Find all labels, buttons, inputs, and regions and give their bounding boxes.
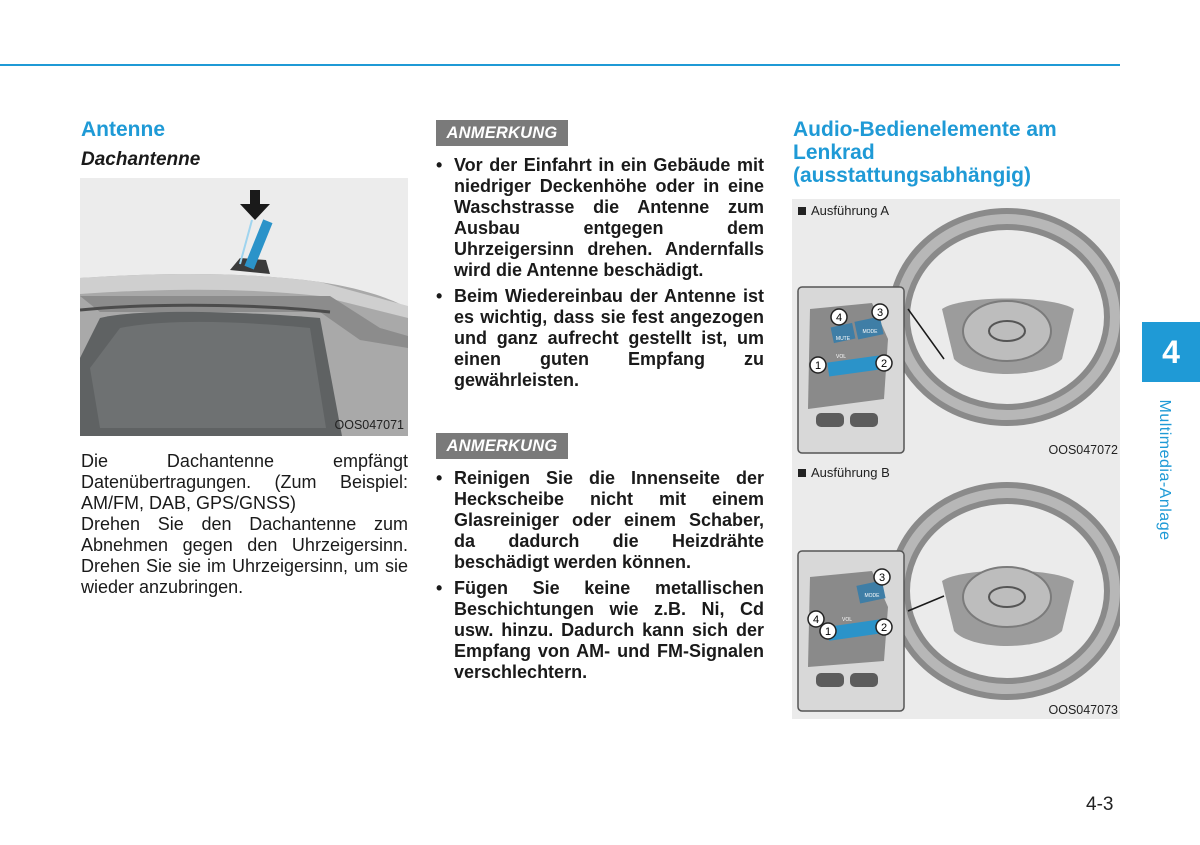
note-badge-2: ANMERKUNG [436, 433, 568, 459]
vol-label-b: VOL [842, 617, 853, 623]
note-badge-1: ANMERKUNG [436, 120, 568, 146]
callout-3-b: 3 [878, 572, 886, 584]
note-2-bullet-1: • Reinigen Sie die Innenseite der Heckscheibe nicht mit einem Glasreiniger oder einem Schaber, da dadurch die Heizdrähte beschädigt werden können. [436, 468, 764, 573]
note-1-bullet-1: • Vor der Einfahrt in ein Gebäude mit niedriger Deckenhöhe oder in eine Waschstrasse die Antenne zum Ausbau entgegen dem Uhrzeigersinn drehen. Andernfalls wird die Antenne beschädigt. [436, 155, 764, 281]
callout-3-a: 3 [876, 307, 884, 319]
header-rule [0, 64, 1120, 66]
antenna-paragraph-2: Drehen Sie den Dachantenne zum Abnehmen gegen den Uhrzeigersinn. Drehen Sie sie im Uhrzeigersinn, um sie wieder anzubringen. [81, 514, 408, 597]
variant-b-label [798, 465, 890, 480]
mode-label-a: MODE [862, 329, 878, 335]
note-1-bullet-2: • Beim Wiedereinbau der Antenne ist es wichtig, dass sie fest angezogen und ganz aufrecht gestellt ist, um einen guten Empfang zu gewährleisten. [436, 286, 764, 391]
callout-4-b: 4 [812, 614, 820, 626]
chapter-tab: 4 [1142, 322, 1200, 382]
callout-1-b: 1 [824, 626, 832, 638]
vol-label-a: VOL [836, 354, 847, 360]
section-heading-steering-audio: Audio-Bedienelemente am Lenkrad (ausstattungsabhängig) [793, 118, 1057, 187]
callout-2-b: 2 [880, 622, 888, 634]
callout-4-a: 4 [835, 312, 843, 324]
figure-code-a: OOS047072 [1048, 443, 1118, 457]
figure-code: OOS047071 [334, 418, 404, 432]
subheading-dachantenne: Dachantenne [81, 149, 201, 170]
steering-wheel-illustration-a [792, 199, 1120, 461]
steering-wheel-figure-a [792, 199, 1120, 461]
section-heading-antenne: Antenne [81, 118, 165, 141]
mode-label-b: MODE [864, 593, 880, 599]
variant-b-text: Ausführung B [811, 465, 890, 480]
figure-code-b: OOS047073 [1048, 703, 1118, 717]
variant-a-label [798, 203, 889, 218]
roof-antenna-figure [80, 178, 408, 436]
chapter-title-vertical: Multimedia-Anlage [1156, 399, 1173, 541]
note-1-list [436, 155, 764, 396]
note-2-list [436, 468, 764, 688]
note-2-bullet-2: • Fügen Sie keine metallischen Beschichtungen wie z.B. Ni, Cd usw. hinzu. Dadurch kann sich der Empfang von AM- und FM-Signalen verschlechtern. [436, 578, 764, 683]
antenna-paragraph-1: Die Dachantenne empfängt Datenübertragungen. (Zum Beispiel: AM/FM, DAB, GPS/GNSS) [81, 451, 408, 513]
steering-wheel-figure-b [792, 461, 1120, 719]
page-number: 4-3 [1086, 794, 1114, 815]
callout-1-a: 1 [814, 360, 822, 372]
mute-label-a: MUTE [835, 336, 851, 342]
steering-wheel-illustration-b [792, 461, 1120, 719]
roof-antenna-illustration [80, 178, 408, 436]
antenna-description [81, 451, 408, 598]
callout-2-a: 2 [880, 358, 888, 370]
variant-a-text: Ausführung A [811, 203, 890, 218]
